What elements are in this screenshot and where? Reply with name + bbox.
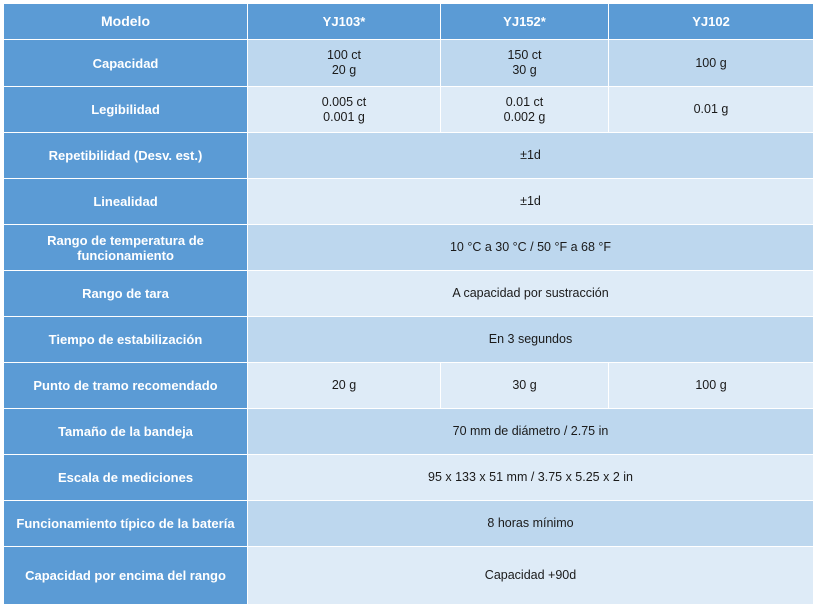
cell-value: 8 horas mínimo xyxy=(248,501,814,547)
table-row xyxy=(4,225,814,271)
row-label: Capacidad xyxy=(4,40,248,87)
table-row xyxy=(4,363,814,409)
table-row xyxy=(4,547,814,605)
cell-value: 0.01 g xyxy=(609,87,814,133)
table-row xyxy=(4,40,814,87)
row-label: Rango de tara xyxy=(4,271,248,317)
table-row xyxy=(4,179,814,225)
row-label: Funcionamiento típico de la batería xyxy=(4,501,248,547)
cell-value: A capacidad por sustracción xyxy=(248,271,814,317)
cell-value: 20 g xyxy=(248,363,441,409)
row-label: Tamaño de la bandeja xyxy=(4,409,248,455)
table-row xyxy=(4,501,814,547)
table-row xyxy=(4,271,814,317)
cell-value: 95 x 133 x 51 mm / 3.75 x 5.25 x 2 in xyxy=(248,455,814,501)
row-label: Legibilidad xyxy=(4,87,248,133)
cell-value: Capacidad +90d xyxy=(248,547,814,605)
cell-value: 0.005 ct 0.001 g xyxy=(248,87,441,133)
cell-value: 70 mm de diámetro / 2.75 in xyxy=(248,409,814,455)
cell-value: 100 g xyxy=(609,363,814,409)
header-yj103: YJ103* xyxy=(248,4,441,40)
table-row xyxy=(4,87,814,133)
cell-value: 100 g xyxy=(609,40,814,87)
row-label: Escala de mediciones xyxy=(4,455,248,501)
cell-value: 30 g xyxy=(441,363,609,409)
table-row xyxy=(4,455,814,501)
row-label: Rango de temperatura de funcionamiento xyxy=(4,225,248,271)
cell-value: 100 ct 20 g xyxy=(248,40,441,87)
cell-value: En 3 segundos xyxy=(248,317,814,363)
header-model-label: Modelo xyxy=(4,4,248,40)
cell-value: ±1d xyxy=(248,133,814,179)
row-label: Tiempo de estabilización xyxy=(4,317,248,363)
spec-table xyxy=(3,3,814,605)
cell-value: 10 °C a 30 °C / 50 °F a 68 °F xyxy=(248,225,814,271)
cell-value: ±1d xyxy=(248,179,814,225)
table-row xyxy=(4,133,814,179)
row-label: Capacidad por encima del rango xyxy=(4,547,248,605)
table-row xyxy=(4,409,814,455)
row-label: Repetibilidad (Desv. est.) xyxy=(4,133,248,179)
table-row xyxy=(4,317,814,363)
header-yj152: YJ152* xyxy=(441,4,609,40)
row-label: Punto de tramo recomendado xyxy=(4,363,248,409)
header-yj102: YJ102 xyxy=(609,4,814,40)
cell-value: 0.01 ct 0.002 g xyxy=(441,87,609,133)
cell-value: 150 ct 30 g xyxy=(441,40,609,87)
row-label: Linealidad xyxy=(4,179,248,225)
header-row xyxy=(4,4,814,40)
